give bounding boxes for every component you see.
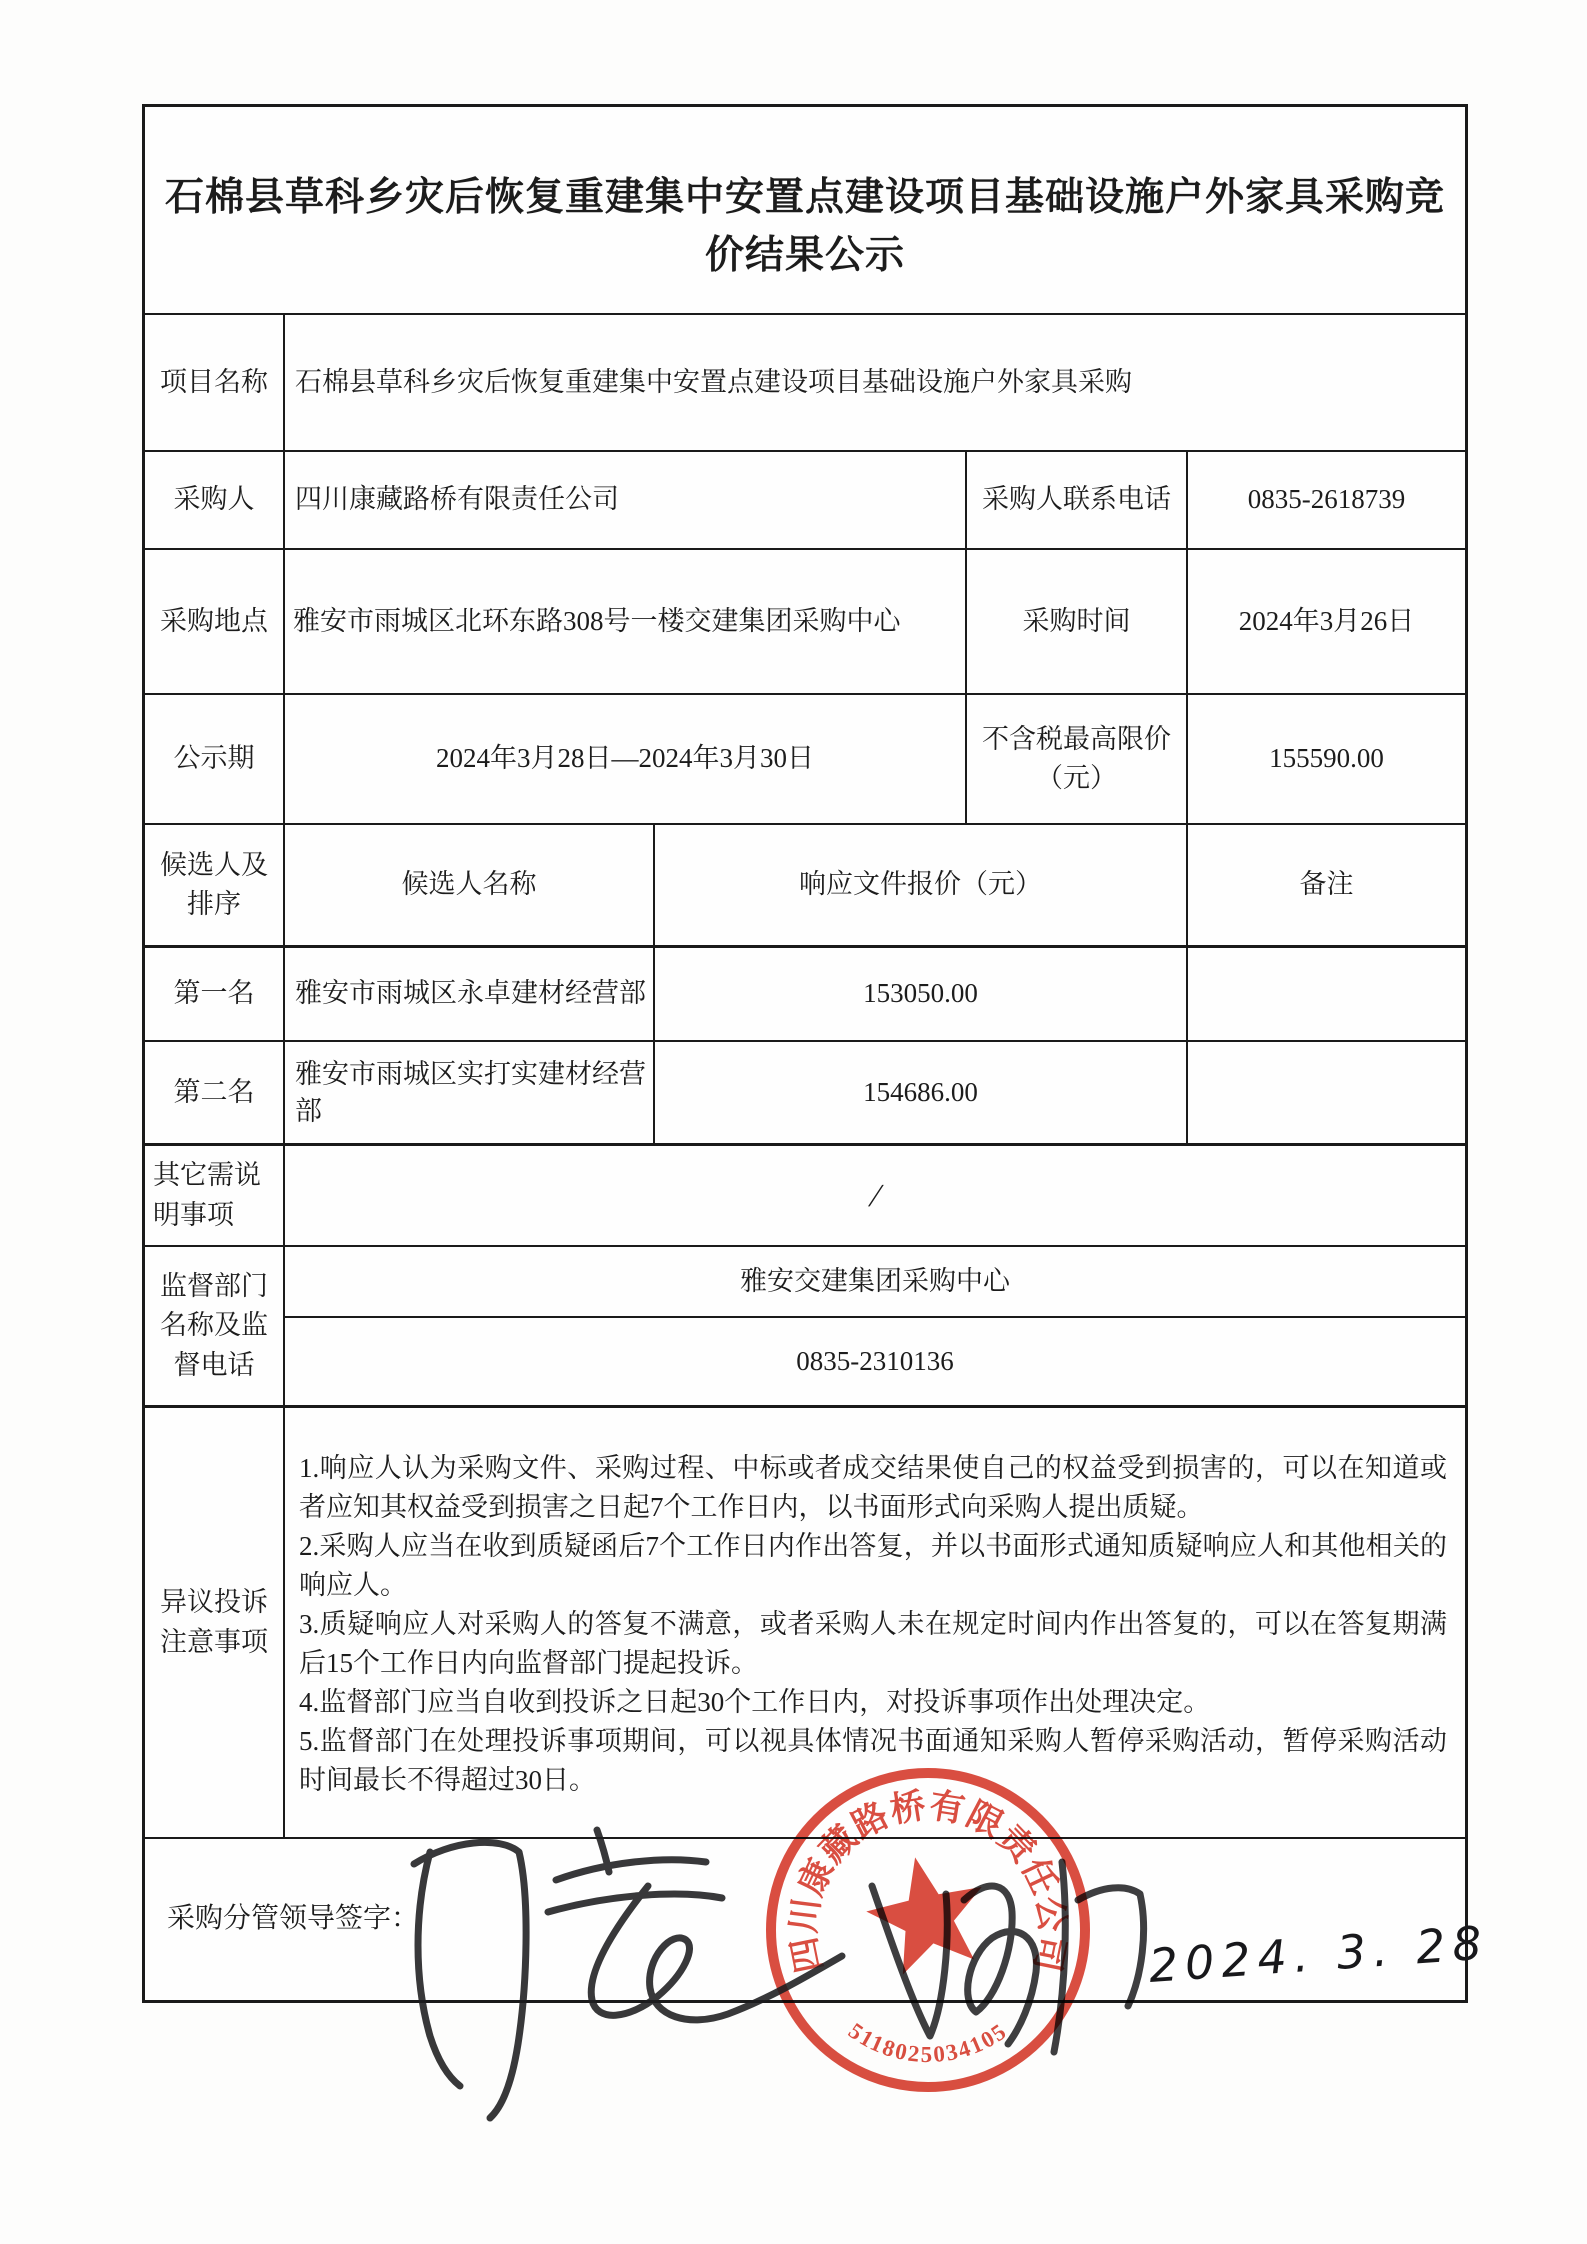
location-value: 雅安市雨城区北环东路308号一楼交建集团采购中心 (283, 550, 965, 693)
document-title-line2: 价结果公示 (704, 234, 905, 277)
publicity-label: 公示期 (173, 743, 255, 774)
document-title-line1: 石棉县草科乡灾后恢复重建集中安置点建设项目基础设施户外家具采购竞 (164, 176, 1445, 219)
signature-row (145, 1837, 1465, 2000)
candidate-row-2 (145, 1040, 1465, 1143)
purchaser-phone-label: 采购人联系电话 (965, 452, 1186, 548)
location-label: 采购地点 (160, 605, 268, 636)
candidate-name-header: 候选人名称 (283, 825, 653, 945)
location-row (145, 548, 1465, 693)
candidate-bid-header: 响应文件报价（元） (653, 825, 1186, 945)
objection-item-1: 1.响应人认为采购文件、采购过程、中标或者成交结果使自己的权益受到损害的，可以在知道或者应知其权益受到损害之日起7个工作日内，以书面形式向采购人提出质疑。 (299, 1453, 1447, 1522)
purchase-time-value: 2024年3月26日 (1186, 550, 1465, 693)
supervision-row (145, 1245, 1465, 1405)
other-notes-value (283, 1146, 1465, 1245)
purchaser-phone-value: 0835-2618739 (1186, 452, 1465, 548)
candidate-1-remark (1186, 948, 1465, 1040)
candidate-1-rank: 第一名 (173, 978, 255, 1009)
signature-label: 采购分管领导签字： (167, 1903, 420, 1935)
publicity-value: 2024年3月28日—2024年3月30日 (283, 695, 965, 823)
candidates-header-row (145, 823, 1465, 945)
announcement-table (142, 104, 1468, 2003)
objection-text (283, 1408, 1465, 1837)
stamp-number-arc-text: 5118025034105 (844, 2017, 1012, 2068)
project-name-row (145, 313, 1465, 450)
supervision-dept-value: 雅安交建集团采购中心 (283, 1247, 1465, 1316)
candidate-row-1 (145, 945, 1465, 1040)
candidate-2-bid: 154686.00 (653, 1042, 1186, 1143)
stamp-company-arc-text: 四川康藏路桥有限责任公司 (783, 1785, 1073, 1976)
slash-mark: / (868, 1177, 882, 1214)
max-price-label: 不含税最高限价（元） (965, 695, 1186, 823)
candidate-1-bid: 153050.00 (653, 948, 1186, 1040)
other-notes-row (145, 1143, 1465, 1245)
purchaser-value: 四川康藏路桥有限责任公司 (283, 452, 965, 548)
candidate-1-name: 雅安市雨城区永卓建材经营部 (283, 948, 653, 1040)
candidate-2-rank: 第二名 (173, 1076, 255, 1107)
objection-label: 异议投诉注意事项 (160, 1587, 268, 1657)
objection-item-2: 2.采购人应当在收到质疑函后7个工作日内作出答复，并以书面形式通知质疑响应人和其他相关的响应人。 (299, 1531, 1447, 1600)
signature-date-handwriting: 2024. 3. 28 (1147, 1915, 1491, 1993)
document-title-row (145, 107, 1465, 313)
objection-item-3: 3.质疑响应人对采购人的答复不满意，或者采购人未在规定时间内作出答复的，可以在答复期满后15个工作日内向监督部门提起投诉。 (299, 1609, 1447, 1678)
candidate-2-name: 雅安市雨城区实打实建材经营部 (283, 1042, 653, 1143)
candidate-remark-header: 备注 (1186, 825, 1465, 945)
objection-row (145, 1405, 1465, 1837)
candidate-2-remark (1186, 1042, 1465, 1143)
supervision-label: 监督部门名称及监督电话 (160, 1271, 268, 1380)
objection-item-5: 5.监督部门在处理投诉事项期间，可以视具体情况书面通知采购人暂停采购活动，暂停采购活动时间最长不得超过30日。 (299, 1726, 1447, 1795)
supervision-phone-value: 0835-2310136 (283, 1316, 1465, 1405)
max-price-value: 155590.00 (1186, 695, 1465, 823)
objection-item-4: 4.监督部门应当自收到投诉之日起30个工作日内，对投诉事项作出处理决定。 (299, 1687, 1211, 1717)
purchaser-row (145, 450, 1465, 548)
purchase-time-label: 采购时间 (965, 550, 1186, 693)
project-name-value: 石棉县草科乡灾后恢复重建集中安置点建设项目基础设施户外家具采购 (283, 315, 1465, 450)
publicity-row (145, 693, 1465, 823)
purchaser-label: 采购人 (173, 484, 255, 515)
project-name-label: 项目名称 (160, 366, 268, 397)
candidate-rank-header: 候选人及排序 (160, 849, 268, 919)
other-notes-label: 其它需说明事项 (153, 1160, 261, 1230)
